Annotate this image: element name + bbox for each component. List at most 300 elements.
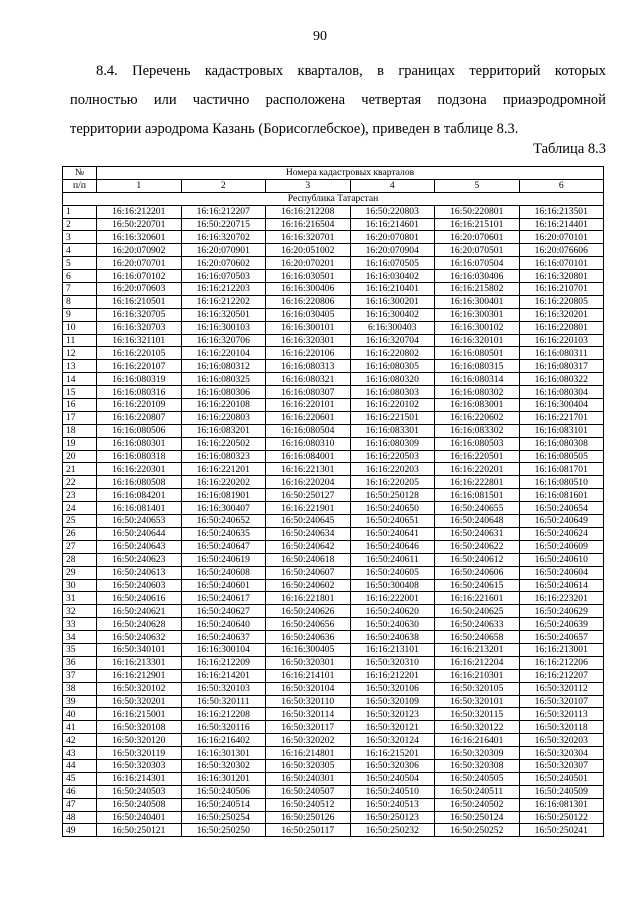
- row-number-cell: 18: [63, 424, 97, 437]
- cadastral-number-cell: 16:16:080508: [97, 476, 182, 489]
- cadastral-number-cell: 16:16:221501: [350, 411, 435, 424]
- paragraph-word: приаэродромной: [502, 92, 606, 108]
- cadastral-number-cell: 16:16:210501: [97, 295, 182, 308]
- cadastral-number-cell: 16:16:080307: [266, 386, 351, 399]
- cadastral-number-cell: 16:50:250123: [350, 811, 435, 824]
- row-number-cell: 22: [63, 476, 97, 489]
- cadastral-number-cell: 16:50:320310: [350, 656, 435, 669]
- cadastral-number-cell: 16:20:070201: [266, 257, 351, 270]
- table-row: [63, 347, 604, 360]
- cadastral-number-cell: 16:20:070603: [97, 283, 182, 296]
- cadastral-number-cell: 16:50:240628: [97, 618, 182, 631]
- cadastral-number-cell: 16:20:070602: [181, 257, 266, 270]
- cadastral-number-cell: 16:16:212209: [181, 656, 266, 669]
- cadastral-number-cell: 16:50:240505: [435, 772, 520, 785]
- row-number-cell: 42: [63, 734, 97, 747]
- cadastral-number-cell: 16:16:300104: [181, 643, 266, 656]
- table-row: [63, 257, 604, 270]
- cadastral-number-cell: 16:16:210401: [350, 283, 435, 296]
- cadastral-number-cell: 16:16:215101: [435, 218, 520, 231]
- table-row: [63, 772, 604, 785]
- cadastral-number-cell: 16:50:250122: [519, 811, 604, 824]
- cadastral-number-cell: 16:50:240624: [519, 527, 604, 540]
- row-number-cell: 5: [63, 257, 97, 270]
- cadastral-number-cell: 16:16:080313: [266, 360, 351, 373]
- cadastral-number-cell: 16:16:320501: [181, 308, 266, 321]
- row-number-cell: 12: [63, 347, 97, 360]
- row-number-cell: 44: [63, 759, 97, 772]
- table-row: [63, 515, 604, 528]
- cadastral-number-cell: 16:16:220301: [97, 463, 182, 476]
- table-row: [63, 605, 604, 618]
- cadastral-number-cell: 16:50:240609: [519, 540, 604, 553]
- cadastral-number-cell: 16:16:216402: [181, 734, 266, 747]
- cadastral-number-cell: 16:50:320304: [519, 747, 604, 760]
- paragraph-word: частично: [192, 92, 250, 108]
- cadastral-number-cell: 16:16:081401: [97, 502, 182, 515]
- cadastral-number-cell: 16:16:080301: [97, 437, 182, 450]
- cadastral-number-cell: 16:50:320120: [97, 734, 182, 747]
- cadastral-number-cell: 16:50:220715: [181, 218, 266, 231]
- cadastral-number-cell: 16:50:240645: [266, 515, 351, 528]
- cadastral-number-cell: 16:16:214301: [97, 772, 182, 785]
- cadastral-number-cell: 16:16:212208: [181, 708, 266, 721]
- table-row: [63, 721, 604, 734]
- cadastral-number-cell: 16:50:240653: [97, 515, 182, 528]
- cadastral-number-cell: 16:16:215201: [350, 747, 435, 760]
- cadastral-number-cell: 16:16:300406: [266, 283, 351, 296]
- cadastral-number-cell: 16:16:080305: [350, 360, 435, 373]
- cadastral-number-cell: 16:50:250250: [181, 824, 266, 837]
- cadastral-number-cell: 16:16:080314: [435, 373, 520, 386]
- cadastral-number-cell: 16:50:320109: [350, 695, 435, 708]
- cadastral-number-cell: 16:16:030405: [266, 308, 351, 321]
- header-group-title: Номера кадастровых кварталов: [97, 167, 604, 180]
- row-number-cell: 13: [63, 360, 97, 373]
- cadastral-number-cell: 16:16:212208: [266, 205, 351, 218]
- paragraph-word: полностью: [70, 92, 138, 108]
- cadastral-number-cell: 16:16:030402: [350, 270, 435, 283]
- cadastral-number-cell: 16:16:213101: [350, 643, 435, 656]
- cadastral-number-cell: 16:16:300404: [519, 399, 604, 412]
- cadastral-number-cell: 16:50:240620: [350, 605, 435, 618]
- table-row: [63, 386, 604, 399]
- cadastral-number-cell: 16:50:320307: [519, 759, 604, 772]
- cadastral-number-cell: 16:16:210701: [519, 283, 604, 296]
- cadastral-number-cell: 16:16:300401: [435, 295, 520, 308]
- table-row: [63, 759, 604, 772]
- table-body: [63, 205, 604, 837]
- cadastral-number-cell: 16:50:240650: [350, 502, 435, 515]
- row-number-cell: 17: [63, 411, 97, 424]
- row-number-cell: 8: [63, 295, 97, 308]
- cadastral-number-cell: 16:50:240501: [519, 772, 604, 785]
- row-number-cell: 31: [63, 592, 97, 605]
- cadastral-number-cell: 16:50:240611: [350, 553, 435, 566]
- row-number-cell: 15: [63, 386, 97, 399]
- cadastral-number-cell: 16:50:220801: [435, 205, 520, 218]
- row-number-cell: 19: [63, 437, 97, 450]
- table-row: [63, 553, 604, 566]
- table-row: [63, 463, 604, 476]
- cadastral-number-cell: 16:16:220502: [181, 437, 266, 450]
- cadastral-number-cell: 16:16:081601: [519, 489, 604, 502]
- cadastral-number-cell: 16:50:240514: [181, 798, 266, 811]
- table-row: [63, 811, 604, 824]
- cadastral-number-cell: 16:16:221801: [266, 592, 351, 605]
- cadastral-number-cell: 16:16:300405: [266, 643, 351, 656]
- cadastral-number-cell: 16:16:320601: [97, 231, 182, 244]
- cadastral-number-cell: 16:50:240630: [350, 618, 435, 631]
- cadastral-number-cell: 16:50:240652: [181, 515, 266, 528]
- cadastral-number-cell: 16:50:240657: [519, 631, 604, 644]
- cadastral-number-cell: 16:50:240623: [97, 553, 182, 566]
- cadastral-number-cell: 16:16:220806: [266, 295, 351, 308]
- cadastral-quarters-table: [62, 166, 604, 837]
- paragraph-word: Перечень: [132, 63, 191, 79]
- table-row: [63, 373, 604, 386]
- row-number-cell: 21: [63, 463, 97, 476]
- cadastral-number-cell: 16:50:250128: [350, 489, 435, 502]
- cadastral-number-cell: 16:50:240602: [266, 579, 351, 592]
- table-row: [63, 295, 604, 308]
- cadastral-number-cell: 16:16:212201: [350, 669, 435, 682]
- cadastral-number-cell: 16:16:300301: [435, 308, 520, 321]
- cadastral-number-cell: 16:16:083101: [519, 424, 604, 437]
- cadastral-number-cell: 16:16:080505: [519, 450, 604, 463]
- cadastral-number-cell: 16:16:212204: [435, 656, 520, 669]
- cadastral-number-cell: 16:16:214101: [266, 669, 351, 682]
- cadastral-number-cell: 16:16:080503: [435, 437, 520, 450]
- cadastral-number-cell: 16:50:320111: [181, 695, 266, 708]
- region-row: Республика Татарстан: [63, 192, 604, 205]
- cadastral-number-cell: 16:50:240618: [266, 553, 351, 566]
- table-row: [63, 631, 604, 644]
- cadastral-number-cell: 16:16:080320: [350, 373, 435, 386]
- cadastral-number-cell: 16:20:070904: [350, 244, 435, 257]
- cadastral-number-cell: 16:16:214801: [266, 747, 351, 760]
- table-row: [63, 566, 604, 579]
- cadastral-number-cell: 16:16:216504: [266, 218, 351, 231]
- cadastral-number-cell: 16:16:214201: [181, 669, 266, 682]
- cadastral-number-cell: 16:16:220203: [350, 463, 435, 476]
- cadastral-number-cell: 16:50:240607: [266, 566, 351, 579]
- cadastral-number-cell: 16:50:240633: [435, 618, 520, 631]
- cadastral-number-cell: 16:16:220503: [350, 450, 435, 463]
- cadastral-number-cell: 16:50:240656: [266, 618, 351, 631]
- table-row: [63, 579, 604, 592]
- cadastral-number-cell: 16:50:240612: [435, 553, 520, 566]
- table-row: [63, 321, 604, 334]
- row-number-cell: 6: [63, 270, 97, 283]
- table-header: [63, 167, 604, 206]
- cadastral-number-cell: 16:16:080316: [97, 386, 182, 399]
- cadastral-number-cell: 16:50:240615: [435, 579, 520, 592]
- row-number-cell: 41: [63, 721, 97, 734]
- cadastral-number-cell: 16:16:213001: [519, 643, 604, 656]
- paragraph-word: или: [153, 92, 177, 108]
- cadastral-number-cell: 16:50:240641: [350, 527, 435, 540]
- cadastral-number-cell: 16:16:080308: [519, 437, 604, 450]
- table-row: [63, 708, 604, 721]
- cadastral-number-cell: 16:16:083001: [435, 399, 520, 412]
- cadastral-number-cell: 16:16:212901: [97, 669, 182, 682]
- cadastral-number-cell: 16:16:070503: [181, 270, 266, 283]
- paragraph-word: территорий: [469, 63, 541, 79]
- cadastral-number-cell: 16:16:220801: [519, 321, 604, 334]
- cadastral-number-cell: 16:20:070501: [435, 244, 520, 257]
- table-row: [63, 682, 604, 695]
- row-number-cell: 7: [63, 283, 97, 296]
- cadastral-number-cell: 16:16:080315: [435, 360, 520, 373]
- cadastral-number-cell: 16:16:084001: [266, 450, 351, 463]
- row-number-cell: 27: [63, 540, 97, 553]
- cadastral-number-cell: 16:20:076606: [519, 244, 604, 257]
- cadastral-number-cell: 16:16:214401: [519, 218, 604, 231]
- cadastral-number-cell: 16:16:080309: [350, 437, 435, 450]
- cadastral-number-cell: 16:16:070504: [435, 257, 520, 270]
- cadastral-number-cell: 16:50:320301: [266, 656, 351, 669]
- table-row: [63, 824, 604, 837]
- cadastral-number-cell: 16:50:240614: [519, 579, 604, 592]
- cadastral-number-cell: 16:16:220204: [266, 476, 351, 489]
- cadastral-number-cell: 16:50:240603: [97, 579, 182, 592]
- cadastral-number-cell: 16:16:220803: [181, 411, 266, 424]
- cadastral-number-cell: 16:50:320202: [266, 734, 351, 747]
- cadastral-number-cell: 16:50:240636: [266, 631, 351, 644]
- cadastral-number-cell: 16:16:220106: [266, 347, 351, 360]
- cadastral-number-cell: 16:16:301301: [181, 747, 266, 760]
- cadastral-number-cell: 16:50:240511: [435, 785, 520, 798]
- cadastral-number-cell: 16:16:300102: [435, 321, 520, 334]
- row-number-cell: 38: [63, 682, 97, 695]
- cadastral-number-cell: 16:16:080323: [181, 450, 266, 463]
- cadastral-number-cell: 16:16:320701: [266, 231, 351, 244]
- cadastral-number-cell: 16:50:320114: [266, 708, 351, 721]
- cadastral-number-cell: 16:16:084201: [97, 489, 182, 502]
- row-number-cell: 47: [63, 798, 97, 811]
- cadastral-number-cell: 16:50:320119: [97, 747, 182, 760]
- table-row: [63, 502, 604, 515]
- cadastral-number-cell: 16:50:240619: [181, 553, 266, 566]
- cadastral-number-cell: 16:50:300408: [350, 579, 435, 592]
- cadastral-number-cell: 16:16:321101: [97, 334, 182, 347]
- cadastral-number-cell: 16:50:240632: [97, 631, 182, 644]
- table-row: [63, 205, 604, 218]
- cadastral-number-cell: 16:50:320303: [97, 759, 182, 772]
- cadastral-number-cell: 16:16:083201: [181, 424, 266, 437]
- cadastral-number-cell: 16:16:320703: [97, 321, 182, 334]
- cadastral-number-cell: 16:50:320105: [435, 682, 520, 695]
- table-row: [63, 656, 604, 669]
- paragraph-line-2: [70, 86, 606, 115]
- table-row: [63, 734, 604, 747]
- cadastral-number-cell: 16:50:320103: [181, 682, 266, 695]
- cadastral-number-cell: 16:16:300103: [181, 321, 266, 334]
- cadastral-number-cell: 16:20:070601: [435, 231, 520, 244]
- page-number: 90: [313, 29, 327, 44]
- cadastral-number-cell: 16:16:301201: [181, 772, 266, 785]
- cadastral-number-cell: 16:16:220802: [350, 347, 435, 360]
- cadastral-number-cell: 16:50:320306: [350, 759, 435, 772]
- cadastral-number-cell: 16:50:320102: [97, 682, 182, 695]
- cadastral-number-cell: 16:50:250254: [181, 811, 266, 824]
- cadastral-number-cell: 16:50:320118: [519, 721, 604, 734]
- cadastral-number-cell: 16:50:250252: [435, 824, 520, 837]
- table-row: [63, 785, 604, 798]
- paragraph-word: границах: [398, 63, 455, 79]
- cadastral-number-cell: 16:16:300101: [266, 321, 351, 334]
- cadastral-number-cell: 16:16:070101: [519, 257, 604, 270]
- paragraph-word: подзона: [437, 92, 487, 108]
- cadastral-number-cell: 16:20:070101: [519, 231, 604, 244]
- cadastral-number-cell: 16:16:212207: [519, 669, 604, 682]
- cadastral-number-cell: 16:16:080501: [435, 347, 520, 360]
- cadastral-number-cell: 16:16:080321: [266, 373, 351, 386]
- cadastral-number-cell: 16:50:320123: [350, 708, 435, 721]
- cadastral-number-cell: 16:16:220104: [181, 347, 266, 360]
- cadastral-number-cell: 16:50:240658: [435, 631, 520, 644]
- cadastral-number-cell: 16:50:240608: [181, 566, 266, 579]
- cadastral-number-cell: 16:50:240625: [435, 605, 520, 618]
- row-number-cell: 14: [63, 373, 97, 386]
- row-number-cell: 36: [63, 656, 97, 669]
- cadastral-number-cell: 16:16:081701: [519, 463, 604, 476]
- cadastral-number-cell: 16:50:240613: [97, 566, 182, 579]
- cadastral-number-cell: 16:16:214601: [350, 218, 435, 231]
- row-number-cell: 10: [63, 321, 97, 334]
- cadastral-number-cell: 16:50:240507: [266, 785, 351, 798]
- cadastral-number-cell: 16:50:240637: [181, 631, 266, 644]
- table-caption: Таблица 8.3: [533, 141, 606, 157]
- cadastral-number-cell: 16:50:240512: [266, 798, 351, 811]
- table-row: [63, 437, 604, 450]
- cadastral-number-cell: 16:16:080304: [519, 386, 604, 399]
- cadastral-number-cell: 16:16:216401: [435, 734, 520, 747]
- cadastral-number-cell: 16:16:220107: [97, 360, 182, 373]
- cadastral-number-cell: 16:50:320117: [266, 721, 351, 734]
- cadastral-number-cell: 16:50:250117: [266, 824, 351, 837]
- table-row: [63, 592, 604, 605]
- row-number-cell: 35: [63, 643, 97, 656]
- cadastral-number-cell: 16:16:080311: [519, 347, 604, 360]
- column-header: 2: [181, 179, 266, 192]
- paragraph-word: 8.4.: [96, 63, 118, 79]
- cadastral-number-cell: 16:20:051002: [266, 244, 351, 257]
- row-number-cell: 20: [63, 450, 97, 463]
- cadastral-number-cell: 16:16:320702: [181, 231, 266, 244]
- cadastral-number-cell: 16:16:320705: [97, 308, 182, 321]
- cadastral-number-cell: 16:50:240639: [519, 618, 604, 631]
- table-row: [63, 527, 604, 540]
- cadastral-number-cell: 16:50:320101: [435, 695, 520, 708]
- row-number-cell: 33: [63, 618, 97, 631]
- paragraph-word: расположена: [265, 92, 346, 108]
- cadastral-number-cell: 16:16:080322: [519, 373, 604, 386]
- cadastral-number-cell: 16:50:240635: [181, 527, 266, 540]
- table-row: [63, 540, 604, 553]
- table-row: [63, 244, 604, 257]
- cadastral-number-cell: 16:50:240622: [435, 540, 520, 553]
- cadastral-number-cell: 16:50:240634: [266, 527, 351, 540]
- cadastral-number-cell: 16:16:212206: [519, 656, 604, 669]
- cadastral-number-cell: 16:50:320116: [181, 721, 266, 734]
- cadastral-number-cell: 16:50:320121: [350, 721, 435, 734]
- column-header: 1: [97, 179, 182, 192]
- cadastral-number-cell: 16:20:070701: [97, 257, 182, 270]
- cadastral-number-cell: 16:50:320203: [519, 734, 604, 747]
- cadastral-number-cell: 16:50:240655: [435, 502, 520, 515]
- table-row: [63, 476, 604, 489]
- cadastral-number-cell: 16:16:220807: [97, 411, 182, 424]
- row-number-cell: 3: [63, 231, 97, 244]
- table-row: [63, 643, 604, 656]
- cadastral-number-cell: 16:16:081901: [181, 489, 266, 502]
- cadastral-number-cell: 16:50:240621: [97, 605, 182, 618]
- cadastral-number-cell: 16:50:320108: [97, 721, 182, 734]
- cadastral-number-cell: 16:16:030406: [435, 270, 520, 283]
- cadastral-number-cell: 16:16:221901: [266, 502, 351, 515]
- row-number-cell: 43: [63, 747, 97, 760]
- cadastral-number-cell: 16:16:220102: [350, 399, 435, 412]
- cadastral-number-cell: 16:16:083301: [350, 424, 435, 437]
- column-header: 3: [266, 179, 351, 192]
- cadastral-number-cell: 16:16:220105: [97, 347, 182, 360]
- cadastral-number-cell: 16:50:240631: [435, 527, 520, 540]
- table-row: [63, 231, 604, 244]
- paragraph-word: четвертая: [361, 92, 422, 108]
- cadastral-number-cell: 16:50:240605: [350, 566, 435, 579]
- cadastral-number-cell: 16:50:240627: [181, 605, 266, 618]
- cadastral-number-cell: 16:16:080317: [519, 360, 604, 373]
- cadastral-number-cell: 16:16:213501: [519, 205, 604, 218]
- cadastral-number-cell: 16:20:070801: [350, 231, 435, 244]
- cadastral-number-cell: 16:16:220501: [435, 450, 520, 463]
- cadastral-number-cell: 16:16:213201: [435, 643, 520, 656]
- column-header: 6: [519, 179, 604, 192]
- cadastral-number-cell: 16:50:250232: [350, 824, 435, 837]
- paragraph-line-1: [70, 57, 606, 86]
- row-number-cell: 28: [63, 553, 97, 566]
- cadastral-number-cell: 16:50:240508: [97, 798, 182, 811]
- cadastral-number-cell: 16:50:240506: [181, 785, 266, 798]
- cadastral-number-cell: 16:16:223201: [519, 592, 604, 605]
- cadastral-number-cell: 16:50:250124: [435, 811, 520, 824]
- cadastral-number-cell: 16:16:320704: [350, 334, 435, 347]
- cadastral-number-cell: 16:16:320706: [181, 334, 266, 347]
- cadastral-number-cell: 16:50:320104: [266, 682, 351, 695]
- cadastral-number-cell: 16:50:320124: [350, 734, 435, 747]
- cadastral-number-cell: 16:16:080510: [519, 476, 604, 489]
- cadastral-number-cell: 16:50:320302: [181, 759, 266, 772]
- cadastral-number-cell: 16:16:320201: [519, 308, 604, 321]
- cadastral-number-cell: 16:16:300407: [181, 502, 266, 515]
- cadastral-number-cell: 16:16:080506: [97, 424, 182, 437]
- cadastral-number-cell: 16:16:222001: [350, 592, 435, 605]
- cadastral-number-cell: 16:16:070102: [97, 270, 182, 283]
- cadastral-number-cell: 16:50:250121: [97, 824, 182, 837]
- row-number-cell: 4: [63, 244, 97, 257]
- cadastral-number-cell: 16:50:240504: [350, 772, 435, 785]
- cadastral-number-cell: 16:50:240616: [97, 592, 182, 605]
- cadastral-number-cell: 16:16:220805: [519, 295, 604, 308]
- cadastral-number-cell: 16:20:070901: [181, 244, 266, 257]
- table-row: [63, 334, 604, 347]
- cadastral-number-cell: 16:16:221301: [266, 463, 351, 476]
- cadastral-number-cell: 16:50:240638: [350, 631, 435, 644]
- cadastral-number-cell: 16:50:240640: [181, 618, 266, 631]
- cadastral-number-cell: 16:50:220803: [350, 205, 435, 218]
